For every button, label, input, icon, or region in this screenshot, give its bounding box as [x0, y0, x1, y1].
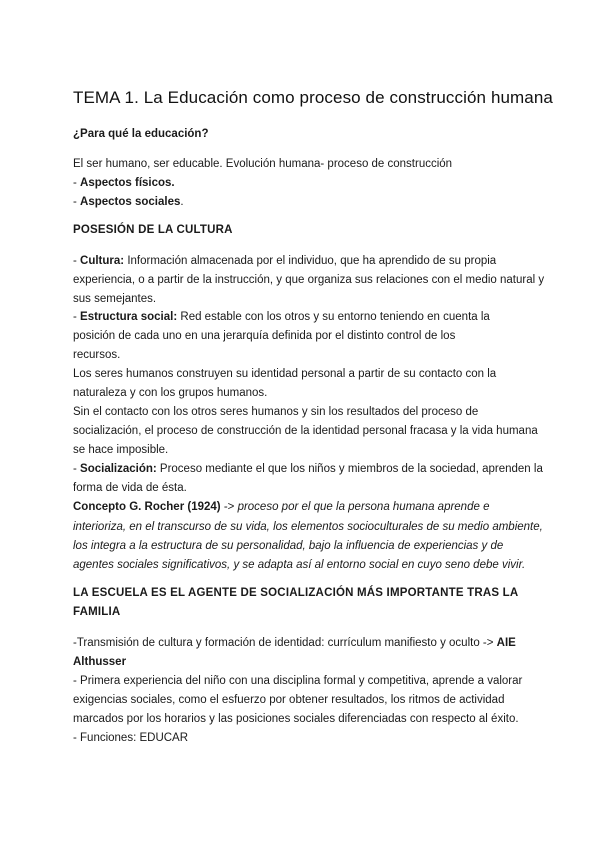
- contacto-line-2: socialización, el proceso de construcción de la identidad personal fracasa y la vida humana: [73, 425, 538, 437]
- identidad-line-1: Los seres humanos construyen su identidad personal a partir de su contacto con la: [73, 368, 497, 380]
- rocher-line-1: [73, 500, 489, 514]
- althusser-label: Althusser: [73, 656, 127, 668]
- aspect-sociales: - Aspectos sociales.: [73, 196, 184, 208]
- cultura-text-1: Información almacenada por el individuo, que ha aprendido de su propia: [124, 255, 497, 267]
- socializacion-line-1: - Socialización: Proceso mediante el que los niños y miembros de la sociedad, aprenden la: [73, 463, 543, 475]
- aspect-fisicos: - Aspectos físicos.: [73, 177, 175, 189]
- estructura-line-2: posición de cada uno en una jerarquía definida por el distinto control de los: [73, 330, 456, 342]
- estructura-line-1: - Estructura social: Red estable con los otros y su entorno teniendo en cuenta la: [73, 311, 490, 323]
- socializacion-term: Socialización:: [80, 463, 157, 475]
- estructura-text-1: Red estable con los otros y su entorno teniendo en cuenta la: [177, 311, 490, 323]
- rocher-arrow: ->: [220, 501, 238, 513]
- document-title: TEMA 1. La Educación como proceso de construcción humana: [73, 88, 553, 107]
- rocher-text-3: los integra a la estructura de su personalidad, bajo la influencia de experiencias y de: [73, 540, 504, 552]
- estructura-line-3: recursos.: [73, 349, 121, 361]
- aspect-sociales-rest: .: [180, 196, 184, 208]
- transmision-text-1: -Transmisión de cultura y formación de identidad: currículum manifiesto y oculto ->: [73, 637, 497, 649]
- transmision-line-2: [73, 655, 126, 669]
- experiencia-line-3: marcados por los horarios y las posiciones sociales diferenciadas con respecto al éxito.: [73, 713, 519, 725]
- estructura-term: Estructura social:: [80, 311, 178, 323]
- rocher-line-4: [73, 558, 525, 572]
- experiencia-line-2: exigencias sociales, como el esfuerzo por obtener resultados, los ritmos de actividad: [73, 694, 505, 706]
- rocher-text-2: interioriza, en el transcurso de su vida, los elementos socioculturales de su medio ambiente,: [73, 521, 543, 533]
- contacto-line-1: Sin el contacto con los otros seres humanos y sin los resultados del proceso de: [73, 406, 479, 418]
- rocher-text-4: agentes sociales significativos, y se adapta así al entorno social en cuyo seno debe vivir.: [73, 559, 526, 571]
- socializacion-line-2: forma de vida de ésta.: [73, 482, 187, 494]
- socializacion-text-1: Proceso mediante el que los niños y miembros de la sociedad, aprenden la: [156, 463, 543, 475]
- aspect-fisicos-label: Aspectos físicos.: [80, 177, 175, 189]
- aspect-sociales-label: Aspectos sociales: [80, 196, 181, 208]
- contacto-line-3: se hace imposible.: [73, 444, 169, 456]
- heading-escuela-line-1: LA ESCUELA ES EL AGENTE DE SOCIALIZACIÓN MÁS IMPORTANTE TRAS LA: [73, 587, 519, 599]
- intro-line: El ser humano, ser educable. Evolución humana- proceso de construcción: [73, 158, 453, 170]
- identidad-line-2: naturaleza y con los grupos humanos.: [73, 387, 268, 399]
- cultura-term: Cultura:: [80, 255, 125, 267]
- funciones-line: - Funciones: EDUCAR: [73, 732, 189, 744]
- cultura-line-2: experiencia, o a partir de la instrucción, y que organiza sus relaciones con el medio natural y: [73, 274, 545, 286]
- heading-escuela-line-2: FAMILIA: [73, 606, 121, 618]
- rocher-line-3: [73, 539, 503, 553]
- aie-label: AIE: [496, 637, 516, 649]
- experiencia-line-1: - Primera experiencia del niño con una disciplina formal y competitiva, aprende a valorar: [73, 675, 523, 687]
- cultura-line-1: - Cultura: Información almacenada por el individuo, que ha aprendido de su propia: [73, 255, 497, 267]
- rocher-line-2: [73, 520, 543, 534]
- transmision-line-1: [73, 636, 516, 650]
- heading-posesion-cultura: POSESIÓN DE LA CULTURA: [73, 224, 233, 236]
- cultura-line-3: sus semejantes.: [73, 293, 157, 305]
- rocher-term: Concepto G. Rocher (1924): [73, 501, 221, 513]
- section-question: ¿Para qué la educación?: [73, 128, 209, 140]
- rocher-text-1: proceso por el que la persona humana aprende e: [237, 501, 490, 513]
